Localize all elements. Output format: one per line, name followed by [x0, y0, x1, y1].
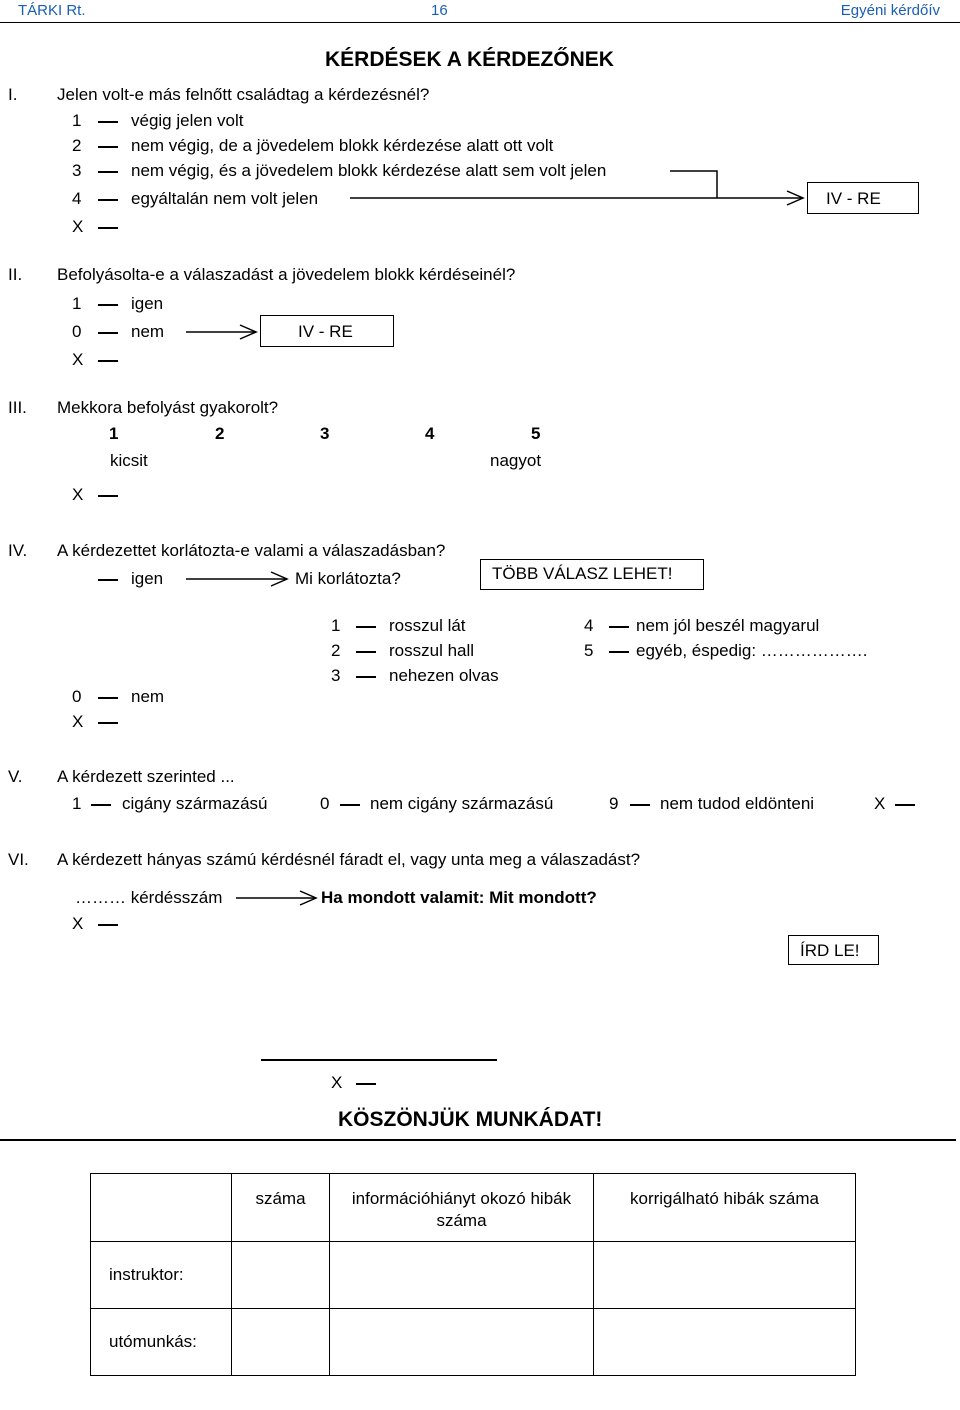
q6-followup: Ha mondott valamit: Mit mondott?: [321, 888, 597, 907]
q3-x-code: X: [72, 485, 84, 504]
q2-opt2-label: nem: [131, 322, 165, 341]
q1-opt1-code: 1: [72, 111, 82, 130]
q4-x-code: X: [72, 712, 84, 731]
q3-number: III.: [8, 398, 27, 417]
q2-opt1-code: 1: [72, 294, 82, 313]
q3-scale-1: 1: [109, 424, 119, 443]
q4-reason4-code: 4: [584, 616, 594, 635]
q1-text: Jelen volt-e más felnőtt családtag a kérdezésnél?: [57, 85, 430, 104]
q4-no-label: nem: [131, 687, 165, 706]
q2-opt1-label: igen: [131, 294, 164, 313]
q6-write-note: ÍRD LE!: [800, 941, 860, 960]
q1-jump-arrow: [670, 171, 717, 198]
q2-text: Befolyásolta-e a válaszadást a jövedelem blokk kérdéseinél?: [57, 265, 516, 284]
footer-x-code: X: [331, 1073, 343, 1092]
q5-number: V.: [8, 767, 23, 786]
q2-opt2-code: 0: [72, 322, 82, 341]
q5-opt1-label: cigány származású: [122, 794, 268, 813]
q4-reason2-label: rosszul hall: [389, 641, 475, 660]
q4-reason3-code: 3: [331, 666, 341, 685]
q4-followup: Mi korlátozta?: [295, 569, 401, 588]
q4-reason5-label: egyéb, éspedig: ……………….: [636, 641, 868, 660]
q2-number: II.: [8, 265, 23, 284]
q4-reason1-label: rosszul lát: [389, 616, 466, 635]
q1-opt3-code: 3: [72, 161, 82, 180]
q5-opt3-label: nem tudod eldönteni: [660, 794, 815, 813]
q3-scale-4: 4: [425, 424, 435, 443]
q3-scale-5: 5: [531, 424, 541, 443]
review-header-count: száma: [232, 1174, 330, 1242]
q6-text: A kérdezett hányas számú kérdésnél fáradt el, vagy unta meg a válaszadást?: [57, 850, 641, 869]
q3-high-label: nagyot: [490, 451, 542, 470]
q1-jump-label: IV - RE: [826, 189, 881, 208]
q4-reason1-code: 1: [331, 616, 341, 635]
q6-answer-label: ……… kérdésszám: [75, 888, 223, 907]
q2-optx-code: X: [72, 350, 84, 369]
header-page-number: 16: [431, 2, 448, 19]
q1-opt1-label: végig jelen volt: [131, 111, 244, 130]
q4-reason4-label: nem jól beszél magyarul: [636, 616, 820, 635]
review-row-label: instruktor:: [91, 1242, 232, 1309]
header-form-name: Egyéni kérdőív: [840, 2, 940, 19]
q1-opt2-code: 2: [72, 136, 82, 155]
q4-number: IV.: [8, 541, 28, 560]
q6-number: VI.: [8, 850, 29, 869]
q3-scale-3: 3: [320, 424, 330, 443]
q5-opt1-code: 1: [72, 794, 82, 813]
q4-multi-note: TÖBB VÁLASZ LEHET!: [492, 564, 673, 583]
q5-opt2-label: nem cigány származású: [370, 794, 554, 813]
q5-opt3-code: 9: [609, 794, 619, 813]
q4-reason2-code: 2: [331, 641, 341, 660]
q1-opt4-code: 4: [72, 189, 82, 208]
review-header-missing-errors: információhiányt okozó hibák száma: [330, 1174, 594, 1242]
review-row-label: utómunkás:: [91, 1309, 232, 1376]
q1-opt4-label: egyáltalán nem volt jelen: [131, 189, 319, 208]
thanks-title: KÖSZÖNJÜK MUNKÁDAT!: [338, 1108, 603, 1131]
q6-x-code: X: [72, 914, 84, 933]
q5-opt2-code: 0: [320, 794, 330, 813]
q1-opt2-label: nem végig, de a jövedelem blokk kérdezése alatt ott volt: [131, 136, 554, 155]
q1-opt3-label: nem végig, és a jövedelem blokk kérdezése alatt sem volt jelen: [131, 161, 607, 180]
q2-jump-label: IV - RE: [298, 322, 353, 341]
q3-low-label: kicsit: [110, 451, 148, 470]
review-header-correctable-errors: korrigálható hibák száma: [594, 1174, 856, 1242]
section-title: KÉRDÉSEK A KÉRDEZŐNEK: [325, 48, 614, 71]
header-org: TÁRKI Rt.: [18, 2, 86, 19]
q1-number: I.: [8, 85, 18, 104]
q4-reason3-label: nehezen olvas: [389, 666, 499, 685]
q4-yes-label: igen: [131, 569, 164, 588]
q5-text: A kérdezett szerinted ...: [57, 767, 235, 786]
q3-scale-2: 2: [215, 424, 225, 443]
q4-text: A kérdezettet korlátozta-e valami a válaszadásban?: [57, 541, 446, 560]
q3-text: Mekkora befolyást gyakorolt?: [57, 398, 279, 417]
q5-optx-code: X: [874, 794, 886, 813]
q4-reason5-code: 5: [584, 641, 594, 660]
q1-optx-code: X: [72, 217, 84, 236]
q4-no-code: 0: [72, 687, 82, 706]
